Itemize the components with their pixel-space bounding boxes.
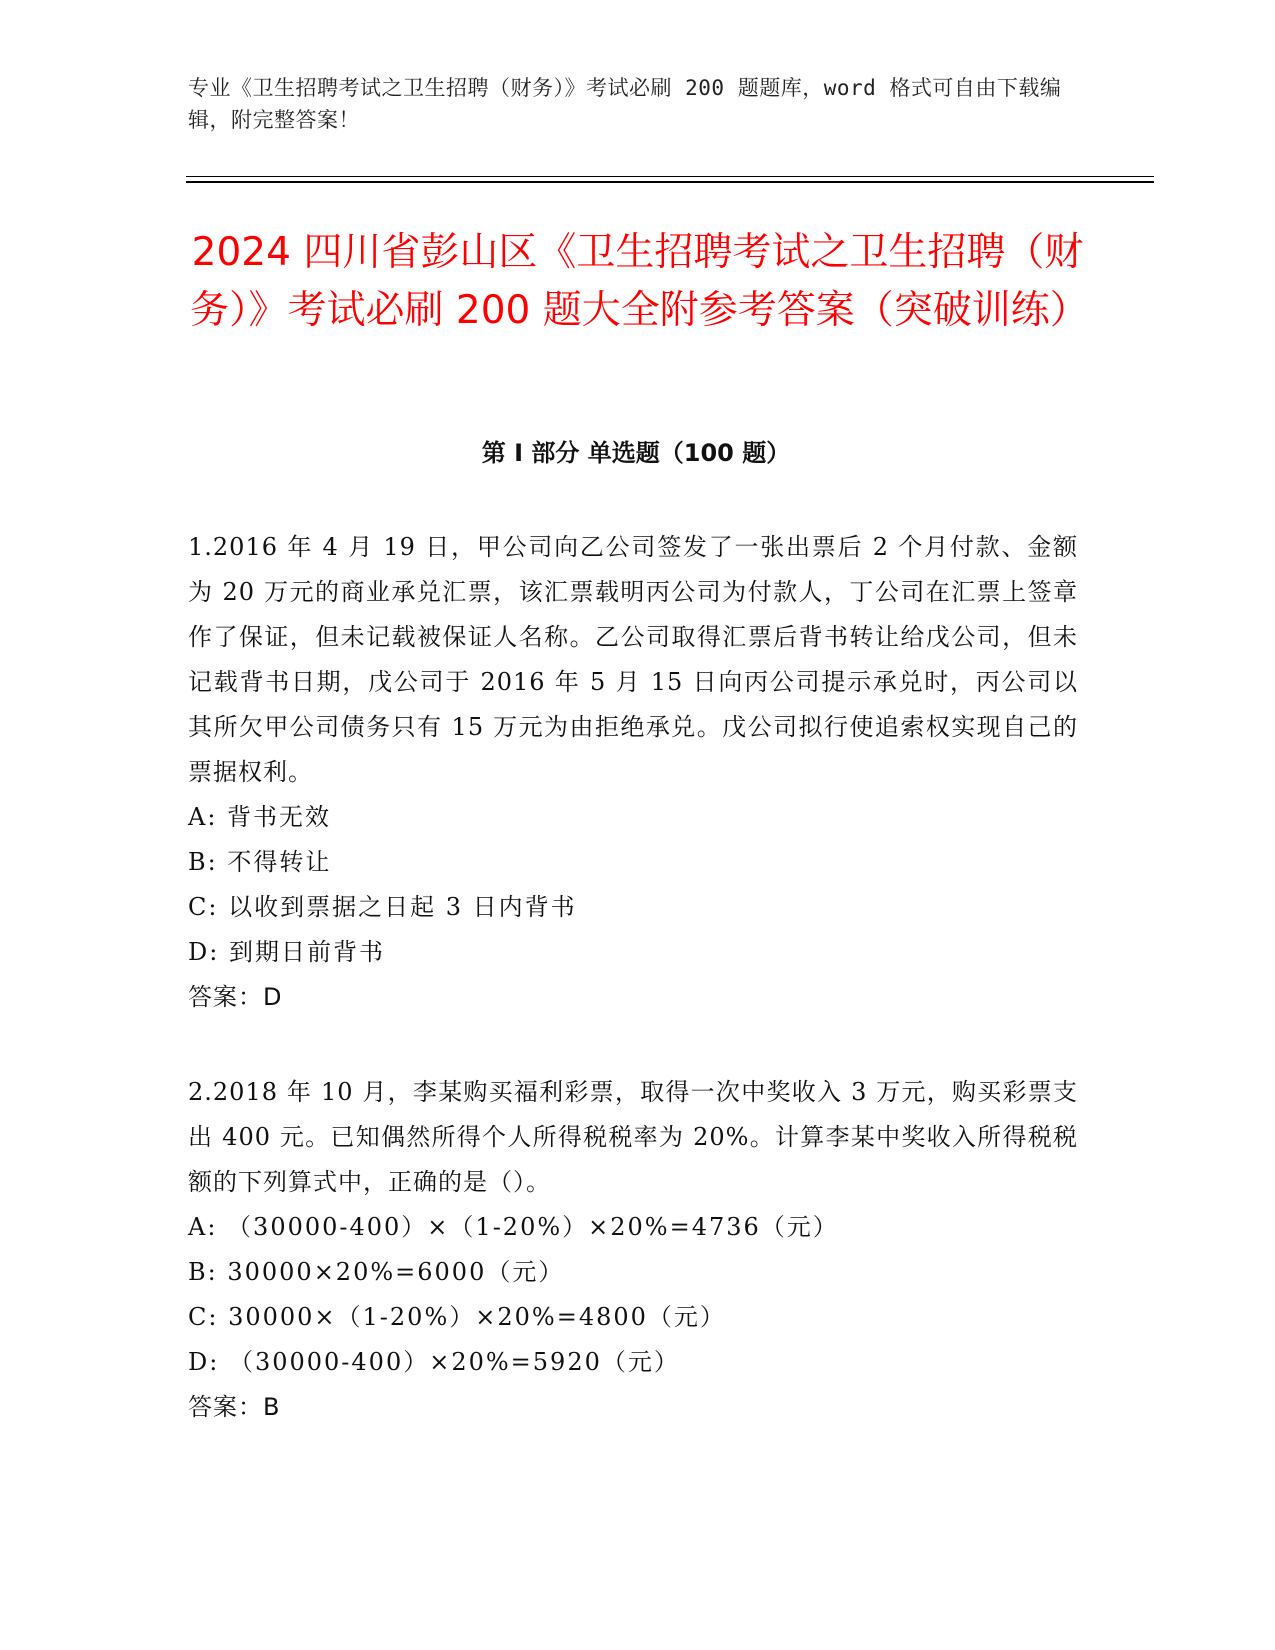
header-divider-thin <box>186 176 1154 177</box>
header-divider-thick <box>186 181 1154 183</box>
option-d: D: 到期日前背书 <box>188 938 385 966</box>
document-title: 2024 四川省彭山区《卫生招聘考试之卫生招聘（财务）》考试必刷 200 题大全附参考答案（突破训练） <box>190 230 1089 333</box>
question-1 <box>188 525 1078 1020</box>
question-2 <box>188 1070 1078 1430</box>
option-a: A: （30000-400）×（1-20%）×20%=4736（元） <box>188 1213 839 1241</box>
option-b: B: 30000×20%=6000（元） <box>188 1258 565 1286</box>
option-c: C: 30000×（1-20%）×20%=4800（元） <box>188 1303 726 1331</box>
option-b: B: 不得转让 <box>188 848 332 876</box>
header-note: 专业《卫生招聘考试之卫生招聘（财务）》考试必刷 200 题题库，word 格式可自由下载编辑，附完整答案！ <box>188 76 1062 132</box>
question-stem: 2.2018 年 10 月，李某购买福利彩票，取得一次中奖收入 3 万元，购买彩票支出 400 元。已知偶然所得个人所得税税率为 20%。计算李某中奖收入所得税税额的下列算式中，正确的是（）。 <box>188 1078 1078 1196</box>
option-c: C: 以收到票据之日起 3 日内背书 <box>188 893 577 921</box>
option-a: A: 背书无效 <box>188 803 332 831</box>
answer-line: 答案：D <box>188 983 283 1011</box>
question-stem: 1.2016 年 4 月 19 日，甲公司向乙公司签发了一张出票后 2 个月付款、金额为 20 万元的商业承兑汇票，该汇票载明丙公司为付款人，丁公司在汇票上签章作了保证，但未记载被保证人名称。乙公司取得汇票后背书转让给戊公司，但未记载背书日期，戊公司于 2016 年 5 月 15 日向丙公司提示承兑时，丙公司以其所欠甲公司债务只有 15 万元为由拒绝承兑。戊公司拟行使追索权实现自己的票据权利。 <box>188 533 1078 786</box>
section-heading: 第 I 部分 单选题（100 题） <box>481 439 791 467</box>
answer-line: 答案：B <box>188 1393 281 1421</box>
option-d: D: （30000-400）×20%=5920（元） <box>188 1348 680 1376</box>
